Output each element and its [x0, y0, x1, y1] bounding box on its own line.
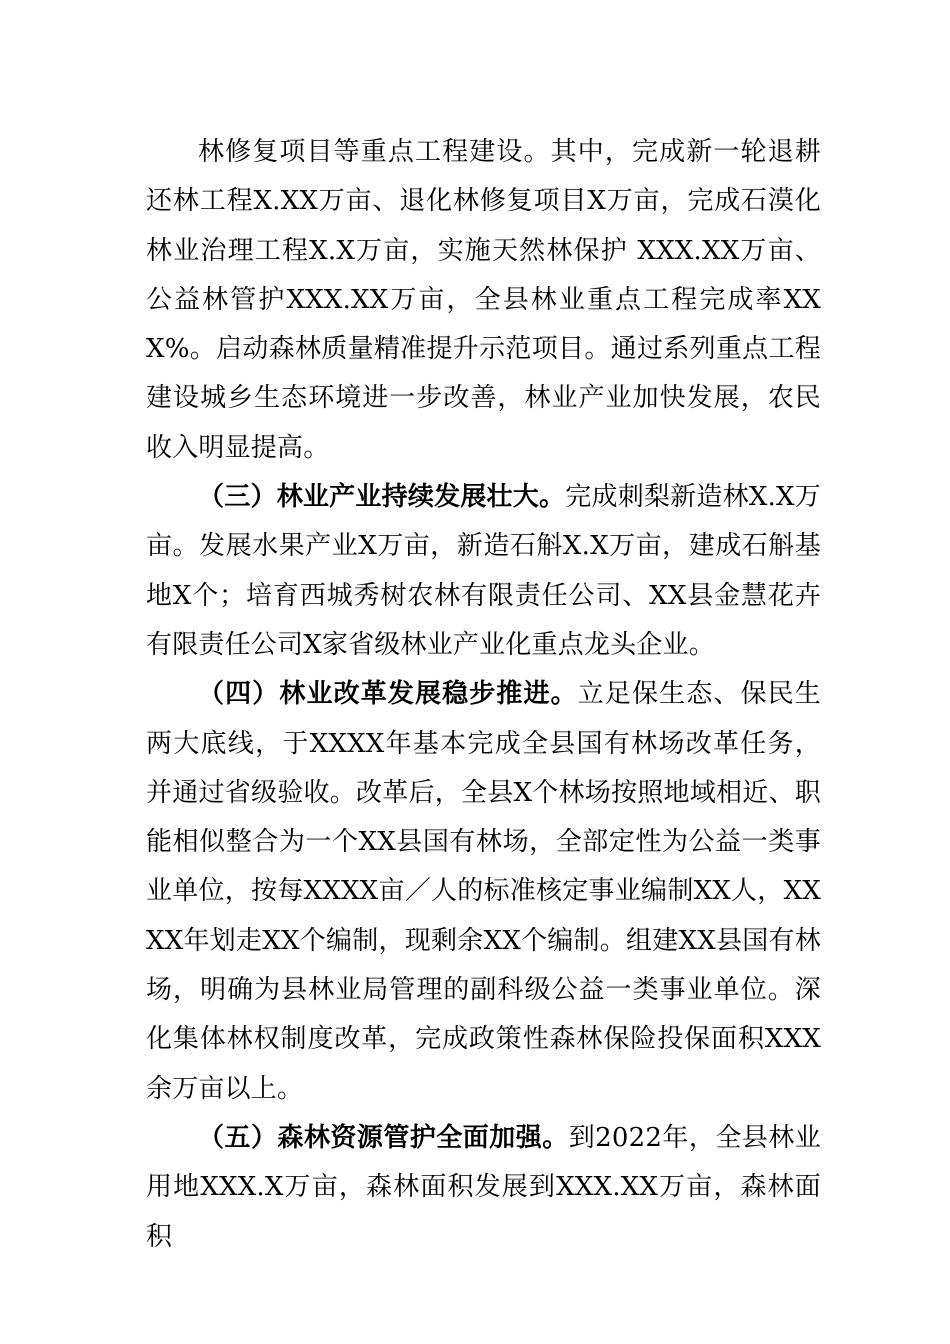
- document-page: [146, 128, 821, 1262]
- paragraph-body: 到2022年，全县林业用地XXX.X万亩，森林面积发展到XXX.XX万亩，森林面积: [146, 1122, 821, 1252]
- paragraph-heading: （五）森林资源管护全面加强。: [198, 1122, 569, 1153]
- paragraph-heading: （三）林业产业持续发展壮大。: [198, 482, 566, 513]
- paragraph-1: [146, 128, 821, 473]
- paragraph-body: 完成刺梨新造林X.X万亩。发展水果产业X万亩，新造石斛X.X万亩，建成石斛基地X个；培育西城秀树农林有限责任公司、XX县金慧花卉有限责任公司X家省级林业产业化重点龙头企业。: [146, 482, 821, 660]
- paragraph-body: 立足保生态、保民生两大底线，于XXXX年基本完成全县国有林场改革任务，并通过省级验收。改革后，全县X个林场按照地域相近、职能相似整合为一个XX县国有林场，全部定性为公益一类事业单位，按每XXXX亩／人的标准核定事业编制XX人，XXXX年划走XX个编制，现剩余XX个编制。组建XX县国有林场，明确为县林业局管理的副科级公益一类事业单位。深化集体林权制度改革，完成政策性森林保险投保面积XXX余万亩以上。: [146, 679, 821, 1104]
- paragraph-body: 林修复项目等重点工程建设。其中，完成新一轮退耕还林工程X.XX万亩、退化林修复项目X万亩，完成石漠化林业治理工程X.X万亩，实施天然林保护 XXX.XX万亩、公益林管护XXX.XX万亩，全县林业重点工程完成率XXX%。启动森林质量精准提升示范项目。通过系列重点工程建设城乡生态环境进一步改善，林业产业加快发展，农民收入明显提高。: [146, 137, 821, 463]
- paragraph-heading: （四）林业改革发展稳步推进。: [198, 679, 578, 710]
- paragraph-3: [146, 670, 821, 1114]
- paragraph-2: [146, 473, 821, 670]
- paragraph-4: [146, 1114, 821, 1262]
